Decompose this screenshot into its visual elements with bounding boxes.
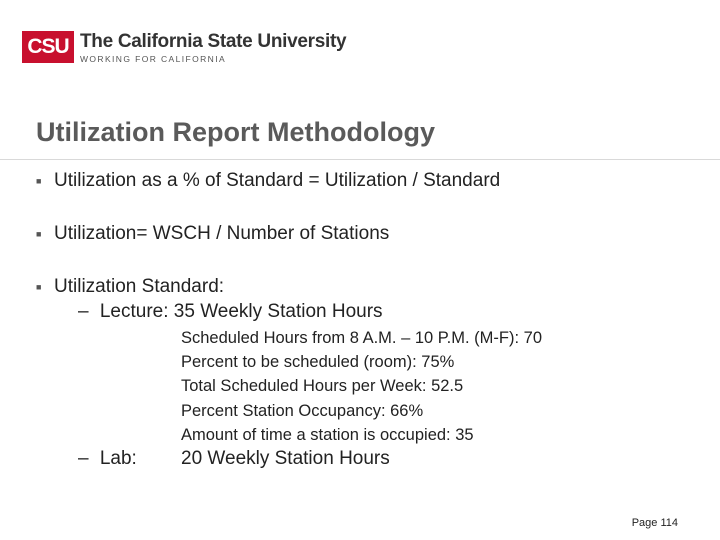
lecture-item bbox=[78, 301, 383, 323]
lab-label: Lab: bbox=[99, 448, 137, 469]
bullet-icon: ■ bbox=[36, 229, 42, 239]
org-tagline: WORKING FOR CALIFORNIA bbox=[80, 54, 227, 64]
csu-logo bbox=[22, 31, 346, 65]
bullet-item bbox=[36, 276, 224, 298]
page-number: Page 114 bbox=[631, 517, 678, 529]
lecture-detail: Total Scheduled Hours per Week: 52.5 bbox=[181, 377, 464, 395]
title-divider bbox=[0, 159, 720, 160]
bullet-item bbox=[36, 223, 389, 245]
lecture-detail: Scheduled Hours from 8 A.M. – 10 P.M. (M-F): 70 bbox=[181, 329, 543, 347]
bullet-icon: ■ bbox=[36, 282, 42, 292]
dash-icon: – bbox=[78, 301, 89, 322]
dash-icon: – bbox=[78, 448, 89, 469]
lecture-label: Lecture: 35 Weekly Station Hours bbox=[99, 301, 383, 322]
lab-item bbox=[78, 448, 137, 470]
bullet-item bbox=[36, 170, 500, 192]
logo-wordmark bbox=[80, 31, 346, 64]
bullet-text: Utilization Standard: bbox=[54, 276, 225, 297]
lecture-detail: Percent Station Occupancy: 66% bbox=[181, 402, 424, 420]
csu-logo-mark: CSU bbox=[22, 31, 74, 63]
bullet-text: Utilization as a % of Standard = Utilization / Standard bbox=[54, 170, 501, 191]
lecture-detail: Amount of time a station is occupied: 35 bbox=[181, 426, 474, 444]
slide-title: Utilization Report Methodology bbox=[36, 117, 435, 147]
bullet-icon: ■ bbox=[36, 176, 42, 186]
lab-hours: 20 Weekly Station Hours bbox=[181, 448, 390, 469]
bullet-text: Utilization= WSCH / Number of Stations bbox=[54, 223, 390, 244]
lecture-detail: Percent to be scheduled (room): 75% bbox=[181, 353, 455, 371]
org-name: The California State University bbox=[80, 31, 347, 52]
